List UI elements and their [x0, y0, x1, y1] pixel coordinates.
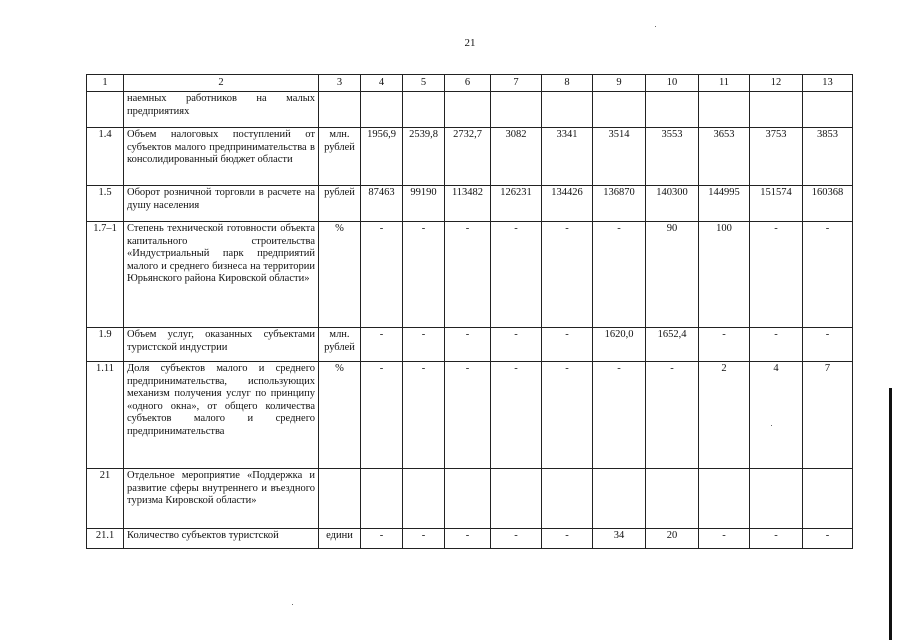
- indicator-name-cell: Отдельное мероприятие «Поддержка и развитие сферы внутреннего и въездного туризма Кировской области»: [124, 469, 319, 529]
- value-cell: 2: [699, 362, 750, 469]
- unit-cell: млн. рублей: [319, 128, 361, 186]
- value-cell: -: [542, 222, 593, 328]
- value-cell: 1652,4: [646, 328, 699, 362]
- value-cell: 99190: [403, 186, 445, 222]
- indicator-name-cell: Объем услуг, оказанных субъектами туристской индустрии: [124, 328, 319, 362]
- value-cell: -: [699, 328, 750, 362]
- scan-edge-bar: [889, 388, 892, 640]
- value-cell: -: [750, 328, 803, 362]
- table-header-row: [87, 75, 853, 92]
- value-cell: [361, 92, 403, 128]
- header-cell: 7: [491, 75, 542, 92]
- page-number: 21: [464, 37, 476, 49]
- value-cell: 2732,7: [445, 128, 491, 186]
- value-cell: -: [403, 529, 445, 549]
- value-cell: 134426: [542, 186, 593, 222]
- value-cell: -: [750, 529, 803, 549]
- value-cell: [593, 469, 646, 529]
- value-cell: -: [403, 362, 445, 469]
- indicator-name-cell: Количество субъектов туристской: [124, 529, 319, 549]
- header-cell: 10: [646, 75, 699, 92]
- header-cell: 1: [87, 75, 124, 92]
- row-number-cell: 21: [87, 469, 124, 529]
- value-cell: -: [699, 529, 750, 549]
- value-cell: -: [542, 328, 593, 362]
- header-cell: 5: [403, 75, 445, 92]
- value-cell: 1956,9: [361, 128, 403, 186]
- value-cell: -: [646, 362, 699, 469]
- header-cell: 8: [542, 75, 593, 92]
- value-cell: [803, 92, 853, 128]
- value-cell: -: [403, 328, 445, 362]
- indicators-table: [86, 74, 853, 549]
- value-cell: [803, 469, 853, 529]
- table-row: [87, 362, 853, 469]
- unit-cell: едини: [319, 529, 361, 549]
- row-number-cell: 1.7–1: [87, 222, 124, 328]
- value-cell: 126231: [491, 186, 542, 222]
- indicator-name-cell: Объем налоговых поступлений от субъектов малого предпринимательства в консолидированный бюджет области: [124, 128, 319, 186]
- value-cell: 113482: [445, 186, 491, 222]
- value-cell: [750, 469, 803, 529]
- indicator-name-cell: Доля субъектов малого и среднего предпринимательства, использующих механизм получения услуг по принципу «одного окна», от общего количества субъектов малого и среднего предпринимательства: [124, 362, 319, 469]
- value-cell: -: [491, 362, 542, 469]
- row-number-cell: 1.9: [87, 328, 124, 362]
- value-cell: -: [361, 328, 403, 362]
- value-cell: -: [445, 328, 491, 362]
- value-cell: -: [403, 222, 445, 328]
- value-cell: -: [491, 529, 542, 549]
- value-cell: 3082: [491, 128, 542, 186]
- value-cell: [699, 469, 750, 529]
- value-cell: 100: [699, 222, 750, 328]
- value-cell: 90: [646, 222, 699, 328]
- scan-speck: [292, 604, 293, 605]
- value-cell: [361, 469, 403, 529]
- indicator-name-cell: наемных работников на малых предприятиях: [124, 92, 319, 128]
- value-cell: 4: [750, 362, 803, 469]
- row-number-cell: 1.5: [87, 186, 124, 222]
- header-cell: 12: [750, 75, 803, 92]
- unit-cell: [319, 469, 361, 529]
- unit-cell: рублей: [319, 186, 361, 222]
- value-cell: [646, 469, 699, 529]
- value-cell: -: [542, 362, 593, 469]
- value-cell: [699, 92, 750, 128]
- header-cell: 2: [124, 75, 319, 92]
- value-cell: -: [593, 362, 646, 469]
- unit-cell: млн. рублей: [319, 328, 361, 362]
- value-cell: 2539,8: [403, 128, 445, 186]
- value-cell: -: [445, 362, 491, 469]
- value-cell: 140300: [646, 186, 699, 222]
- value-cell: 3753: [750, 128, 803, 186]
- table-row: [87, 328, 853, 362]
- row-number-cell: 21.1: [87, 529, 124, 549]
- table-row: [87, 469, 853, 529]
- header-cell: 4: [361, 75, 403, 92]
- value-cell: -: [803, 328, 853, 362]
- value-cell: [750, 92, 803, 128]
- value-cell: [491, 92, 542, 128]
- value-cell: -: [445, 222, 491, 328]
- value-cell: 136870: [593, 186, 646, 222]
- value-cell: [646, 92, 699, 128]
- value-cell: 3553: [646, 128, 699, 186]
- header-cell: 11: [699, 75, 750, 92]
- value-cell: 20: [646, 529, 699, 549]
- value-cell: 1620,0: [593, 328, 646, 362]
- table-row: [87, 529, 853, 549]
- value-cell: -: [361, 362, 403, 469]
- value-cell: -: [803, 529, 853, 549]
- value-cell: 160368: [803, 186, 853, 222]
- value-cell: [593, 92, 646, 128]
- table-row: [87, 186, 853, 222]
- value-cell: [542, 92, 593, 128]
- indicator-name-cell: Степень технической готовности объекта капитального строительства «Индустриальный парк предприятий малого и среднего бизнеса на территории Юрьянского района Кировской области»: [124, 222, 319, 328]
- table-row: [87, 92, 853, 128]
- value-cell: [403, 92, 445, 128]
- header-cell: 9: [593, 75, 646, 92]
- value-cell: [491, 469, 542, 529]
- scan-speck: [655, 26, 656, 27]
- header-cell: 6: [445, 75, 491, 92]
- value-cell: [445, 469, 491, 529]
- row-number-cell: 1.4: [87, 128, 124, 186]
- scan-speck: [771, 425, 772, 426]
- unit-cell: [319, 92, 361, 128]
- value-cell: -: [361, 529, 403, 549]
- value-cell: 3853: [803, 128, 853, 186]
- value-cell: [445, 92, 491, 128]
- value-cell: 34: [593, 529, 646, 549]
- table-row: [87, 128, 853, 186]
- value-cell: -: [750, 222, 803, 328]
- value-cell: 7: [803, 362, 853, 469]
- row-number-cell: [87, 92, 124, 128]
- value-cell: 87463: [361, 186, 403, 222]
- value-cell: -: [361, 222, 403, 328]
- value-cell: 151574: [750, 186, 803, 222]
- value-cell: -: [491, 222, 542, 328]
- indicator-name-cell: Оборот розничной торговли в расчете на душу населения: [124, 186, 319, 222]
- value-cell: -: [803, 222, 853, 328]
- value-cell: 3514: [593, 128, 646, 186]
- value-cell: -: [542, 529, 593, 549]
- table-row: [87, 222, 853, 328]
- value-cell: -: [593, 222, 646, 328]
- value-cell: [403, 469, 445, 529]
- unit-cell: %: [319, 362, 361, 469]
- value-cell: 144995: [699, 186, 750, 222]
- value-cell: [542, 469, 593, 529]
- header-cell: 3: [319, 75, 361, 92]
- header-cell: 13: [803, 75, 853, 92]
- row-number-cell: 1.11: [87, 362, 124, 469]
- value-cell: -: [491, 328, 542, 362]
- value-cell: 3653: [699, 128, 750, 186]
- value-cell: 3341: [542, 128, 593, 186]
- unit-cell: %: [319, 222, 361, 328]
- value-cell: -: [445, 529, 491, 549]
